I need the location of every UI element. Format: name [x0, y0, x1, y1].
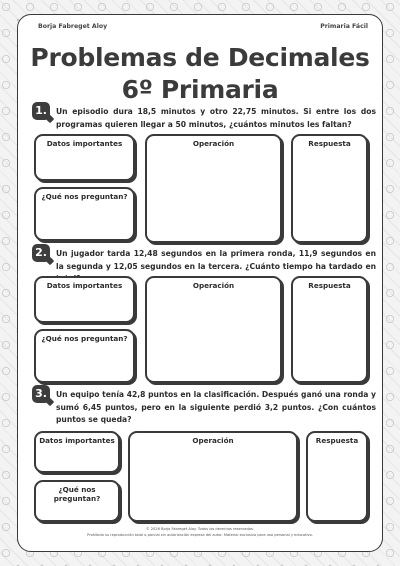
problem-1-operacion-box[interactable] [145, 134, 282, 243]
problem-1-number: 1. [32, 102, 50, 120]
problem-2-operacion-box[interactable] [145, 276, 282, 383]
operacion-label: Operación [192, 436, 234, 445]
problem-3-datos-box[interactable] [34, 431, 120, 473]
pregunta-label: ¿Qué nos preguntan? [53, 485, 101, 503]
problem-2-pregunta-box[interactable] [34, 329, 135, 383]
problem-1-datos-box[interactable] [34, 134, 135, 181]
problem-1-respuesta-box[interactable] [291, 134, 368, 243]
respuesta-label: Respuesta [308, 281, 351, 290]
pregunta-label: ¿Qué nos preguntan? [41, 334, 128, 343]
respuesta-label: Respuesta [308, 139, 351, 148]
datos-label: Datos importantes [46, 139, 123, 148]
problem-2-number: 2. [32, 244, 50, 262]
license-line: Prohibida su reproducción total o parcial sin autorización expresa del autor. Material exclusivo para uso personal y educativo. [87, 533, 313, 537]
operacion-label: Operación [192, 281, 235, 290]
datos-label: Datos importantes [39, 436, 115, 445]
level-label: Primaria Fácil [320, 23, 368, 30]
page-subtitle: 6º Primaria [121, 75, 279, 104]
problem-1-pregunta-box[interactable] [34, 187, 135, 241]
respuesta-label: Respuesta [315, 436, 359, 445]
problem-3-respuesta-box[interactable] [306, 431, 368, 522]
worksheet-sheet [17, 14, 383, 552]
problem-2-datos-box[interactable] [34, 276, 135, 323]
problem-3-operacion-box[interactable] [128, 431, 298, 522]
problem-3-text: Un equipo tenía 42,8 puntos en la clasificación. Después ganó una ronda y sumó 6,45 puntos, pero en la siguiente perdió 3,2 puntos. ¿Con cuántos puntos se queda? [56, 390, 376, 424]
problem-3-pregunta-box[interactable] [34, 480, 120, 522]
author-name: Borja Fabreget Aloy [38, 23, 108, 30]
problem-2-respuesta-box[interactable] [291, 276, 368, 383]
problem-2-text: Un jugador tarda 12,48 segundos en la primera ronda, 11,9 segundos en la segunda y 12,05 segundos en la tercera. ¿Cuánto tiempo ha tardado en [56, 249, 376, 271]
pregunta-label: ¿Qué nos preguntan? [41, 192, 128, 201]
datos-label: Datos importantes [46, 281, 123, 290]
problem-1-text: Un episodio dura 18,5 minutos y otro 22,75 minutos. Si entre los dos programas quieren llegar a 50 minutos, ¿cuántos minutos les faltan? [56, 107, 376, 129]
copyright-line: © 2026 Borja Fabreget Aloy. Todos los derechos reservados. [146, 527, 254, 531]
operacion-label: Operación [192, 139, 235, 148]
page-title: Problemas de Decimales [30, 43, 370, 72]
problem-3-number: 3. [32, 385, 50, 403]
